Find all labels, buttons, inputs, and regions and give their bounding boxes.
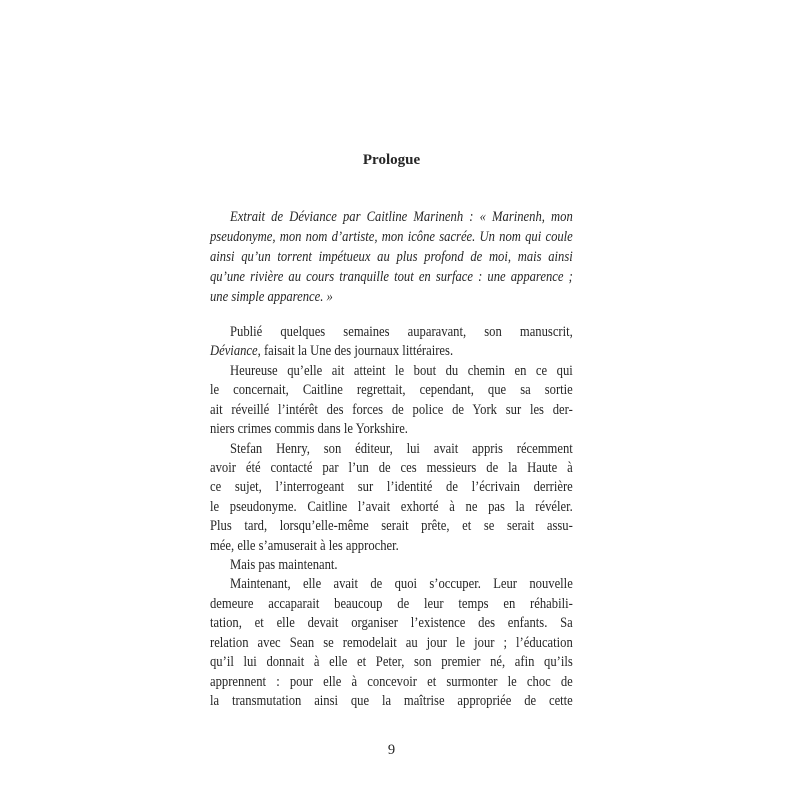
body-line: le concernait, Caitline regrettait, cependant, que sa sortie bbox=[210, 382, 573, 399]
epigraph bbox=[210, 207, 573, 307]
body-line: la transmutation ainsi que la maîtrise appropriée de cette bbox=[210, 693, 573, 710]
body-line-text: , faisait la Une des journaux littéraires. bbox=[257, 343, 454, 360]
body-line: ait réveillé l’intérêt des forces de police de York sur les der- bbox=[210, 401, 573, 418]
body-line: qu’il lui donnait à elle et Peter, son premier né, afin qu’ils bbox=[210, 654, 573, 671]
body-line: demeure accaparait beaucoup de leur temps en réhabili- bbox=[210, 595, 573, 612]
body-line: niers crimes commis dans le Yorkshire. bbox=[210, 421, 408, 438]
body-text bbox=[210, 323, 573, 711]
page-number: 9 bbox=[387, 742, 396, 758]
body-line: Stefan Henry, son éditeur, lui avait appris récemment bbox=[230, 440, 573, 457]
body-line: Maintenant, elle avait de quoi s’occuper. Leur nouvelle bbox=[230, 576, 573, 593]
epigraph-line: une simple apparence. » bbox=[210, 289, 333, 305]
body-line: le pseudonyme. Caitline l’avait exhorté à ne pas la révéler. bbox=[210, 498, 573, 515]
body-line: ce sujet, l’interrogeant sur l’identité de l’écrivain derrière bbox=[210, 479, 573, 496]
body-line bbox=[210, 342, 573, 361]
body-line: tation, et elle devait organiser l’existence des enfants. Sa bbox=[210, 615, 573, 632]
body-line: Publié quelques semaines auparavant, son manuscrit, bbox=[230, 324, 573, 340]
chapter-title: Prologue bbox=[362, 152, 421, 168]
book-title-italic: Déviance bbox=[210, 343, 258, 360]
body-line: Mais pas maintenant. bbox=[230, 557, 338, 574]
body-line: relation avec Sean se remodelait au jour le jour ; l’éducation bbox=[210, 634, 573, 651]
body-line: avoir été contacté par l’un de ces messieurs de la Haute à bbox=[210, 459, 573, 476]
body-line: Plus tard, lorsqu’elle-même serait prête, et se serait assu- bbox=[210, 518, 573, 535]
body-line: mée, elle s’amuserait à les approcher. bbox=[210, 537, 399, 554]
epigraph-line: Extrait de Déviance par Caitline Marinenh : « Marinenh, mon bbox=[230, 209, 573, 225]
epigraph-line: ainsi qu’un torrent impétueux au plus profond de moi, mais ainsi bbox=[210, 249, 573, 265]
body-line: Heureuse qu’elle ait atteint le bout du chemin en ce qui bbox=[230, 362, 573, 379]
epigraph-line: qu’une rivière au cours tranquille tout en surface : une apparence ; bbox=[210, 269, 573, 285]
epigraph-line: pseudonyme, mon nom d’artiste, mon icône sacrée. Un nom qui coule bbox=[210, 229, 573, 245]
body-line: apprennent : pour elle à concevoir et surmonter le choc de bbox=[210, 673, 573, 690]
